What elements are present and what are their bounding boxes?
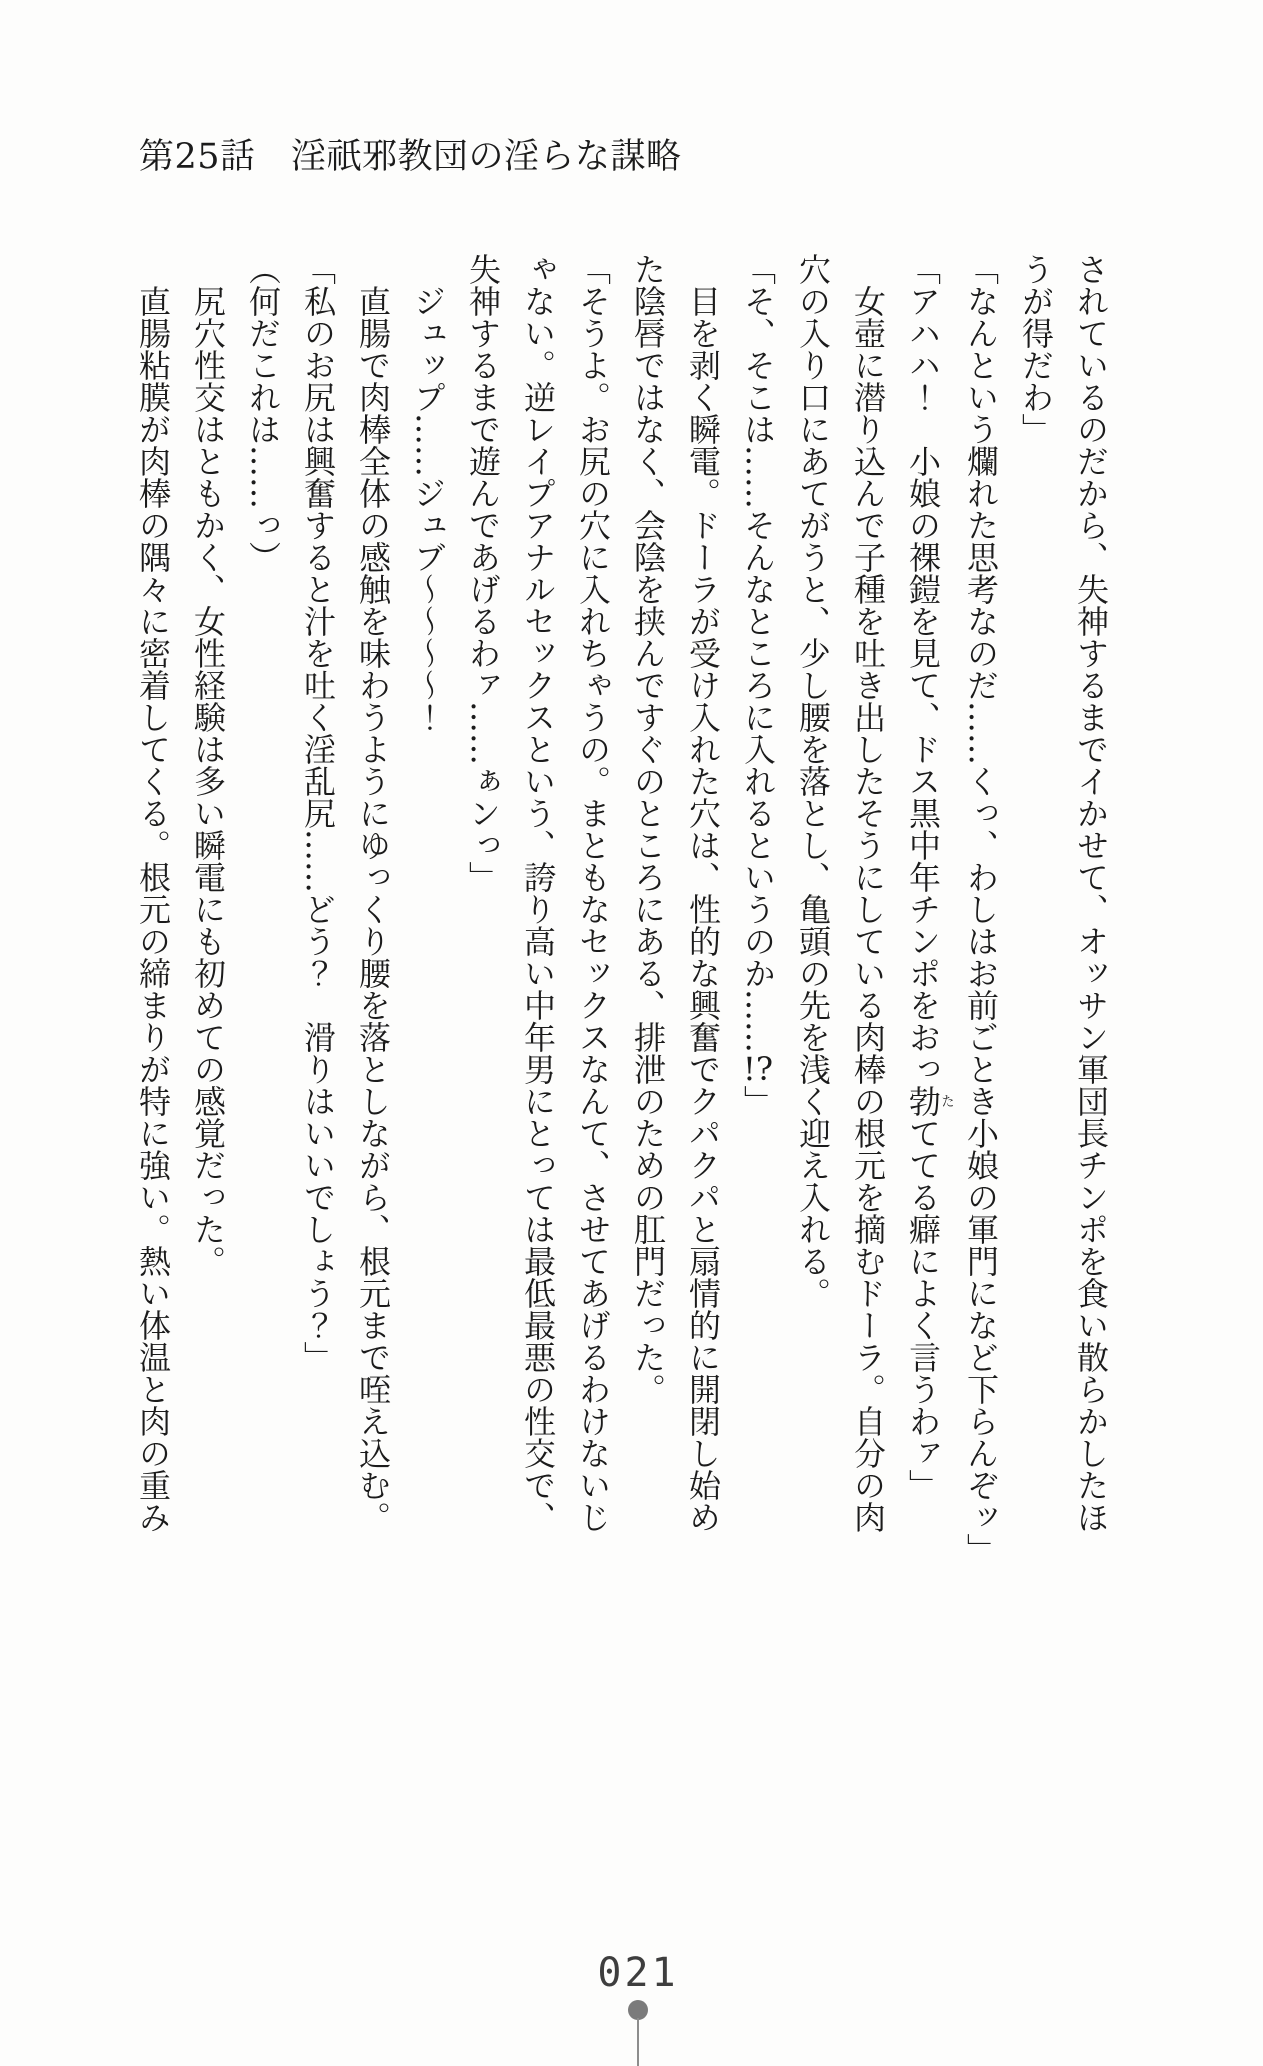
text-line: 穴の入り口にあてがうと、少し腰を落とし、亀頭の先を浅く迎え入れる。 bbox=[794, 253, 832, 1309]
text-line: 尻穴性交はともかく、女性経験は多い瞬電にも初めての感覚だった。 bbox=[189, 285, 227, 1277]
ruby-annotated-kanji: 勃た bbox=[904, 1085, 954, 1117]
text-line: ゃない。逆レイプアナルセックスという、誇り高い中年男にとっては最低最悪の性交で、 bbox=[519, 253, 557, 1533]
text-line: 直腸粘膜が肉棒の隅々に密着してくる。根元の締まりが特に強い。熱い体温と肉の重み bbox=[134, 285, 172, 1533]
text-line: ジュップ……ジュブ～～～～！ bbox=[409, 285, 447, 733]
text-line: （何だこれは……っ） bbox=[244, 253, 282, 573]
body-text-block bbox=[125, 253, 1118, 1565]
page-number: 021 bbox=[597, 1950, 679, 1996]
text-line: 「私のお尻は興奮すると汁を吐く淫乱尻……どう？ 滑りはいいでしょう？」 bbox=[299, 253, 337, 1373]
text-line: 「そ、そこは……そんなところに入れるというのか……!?」 bbox=[739, 253, 777, 1117]
footer-rule-line bbox=[637, 2018, 639, 2066]
text-line: 目を剥く瞬電。ドーラが受け入れた穴は、性的な興奮でクパクパと扇情的に開閉し始め bbox=[684, 285, 722, 1533]
text-line: 「なんという爛れた思考なのだ……くっ、わしはお前ごとき小娘の軍門になど下らんぞッ」 bbox=[962, 253, 1000, 1565]
text-line: 「アハハ！ 小娘の裸鎧を見て、ドス黒中年チンポをおっ勃たててる癖によく言うわァ」 bbox=[904, 253, 954, 1501]
text-line: 直腸で肉棒全体の感触を味わうようにゆっくり腰を落としながら、根元まで咥え込む。 bbox=[354, 285, 392, 1533]
text-line: 女壺に潜り込んで子種を吐き出したそうにしている肉棒の根元を摘むドーラ。自分の肉 bbox=[849, 285, 887, 1533]
footer-dot-marker bbox=[628, 2000, 648, 2020]
text-line: されているのだから、失神するまでイかせて、オッサン軍団長チンポを食い散らかしたほ bbox=[1072, 253, 1110, 1533]
text-line: 「そうよ。お尻の穴に入れちゃうの。まともなセックスなんて、させてあげるわけないじ bbox=[574, 253, 612, 1533]
chapter-header: 第25話 淫祇邪教団の淫らな謀略 bbox=[139, 137, 682, 177]
tate-chu-yoko: !? bbox=[742, 1053, 773, 1085]
text-line: 失神するまで遊んであげるわァ……ぁンっ」 bbox=[464, 253, 502, 893]
text-line: うが得だわ」 bbox=[1017, 253, 1055, 445]
text-line: た陰唇ではなく、会陰を挟んですぐのところにある、排泄のための肛門だった。 bbox=[629, 253, 667, 1405]
